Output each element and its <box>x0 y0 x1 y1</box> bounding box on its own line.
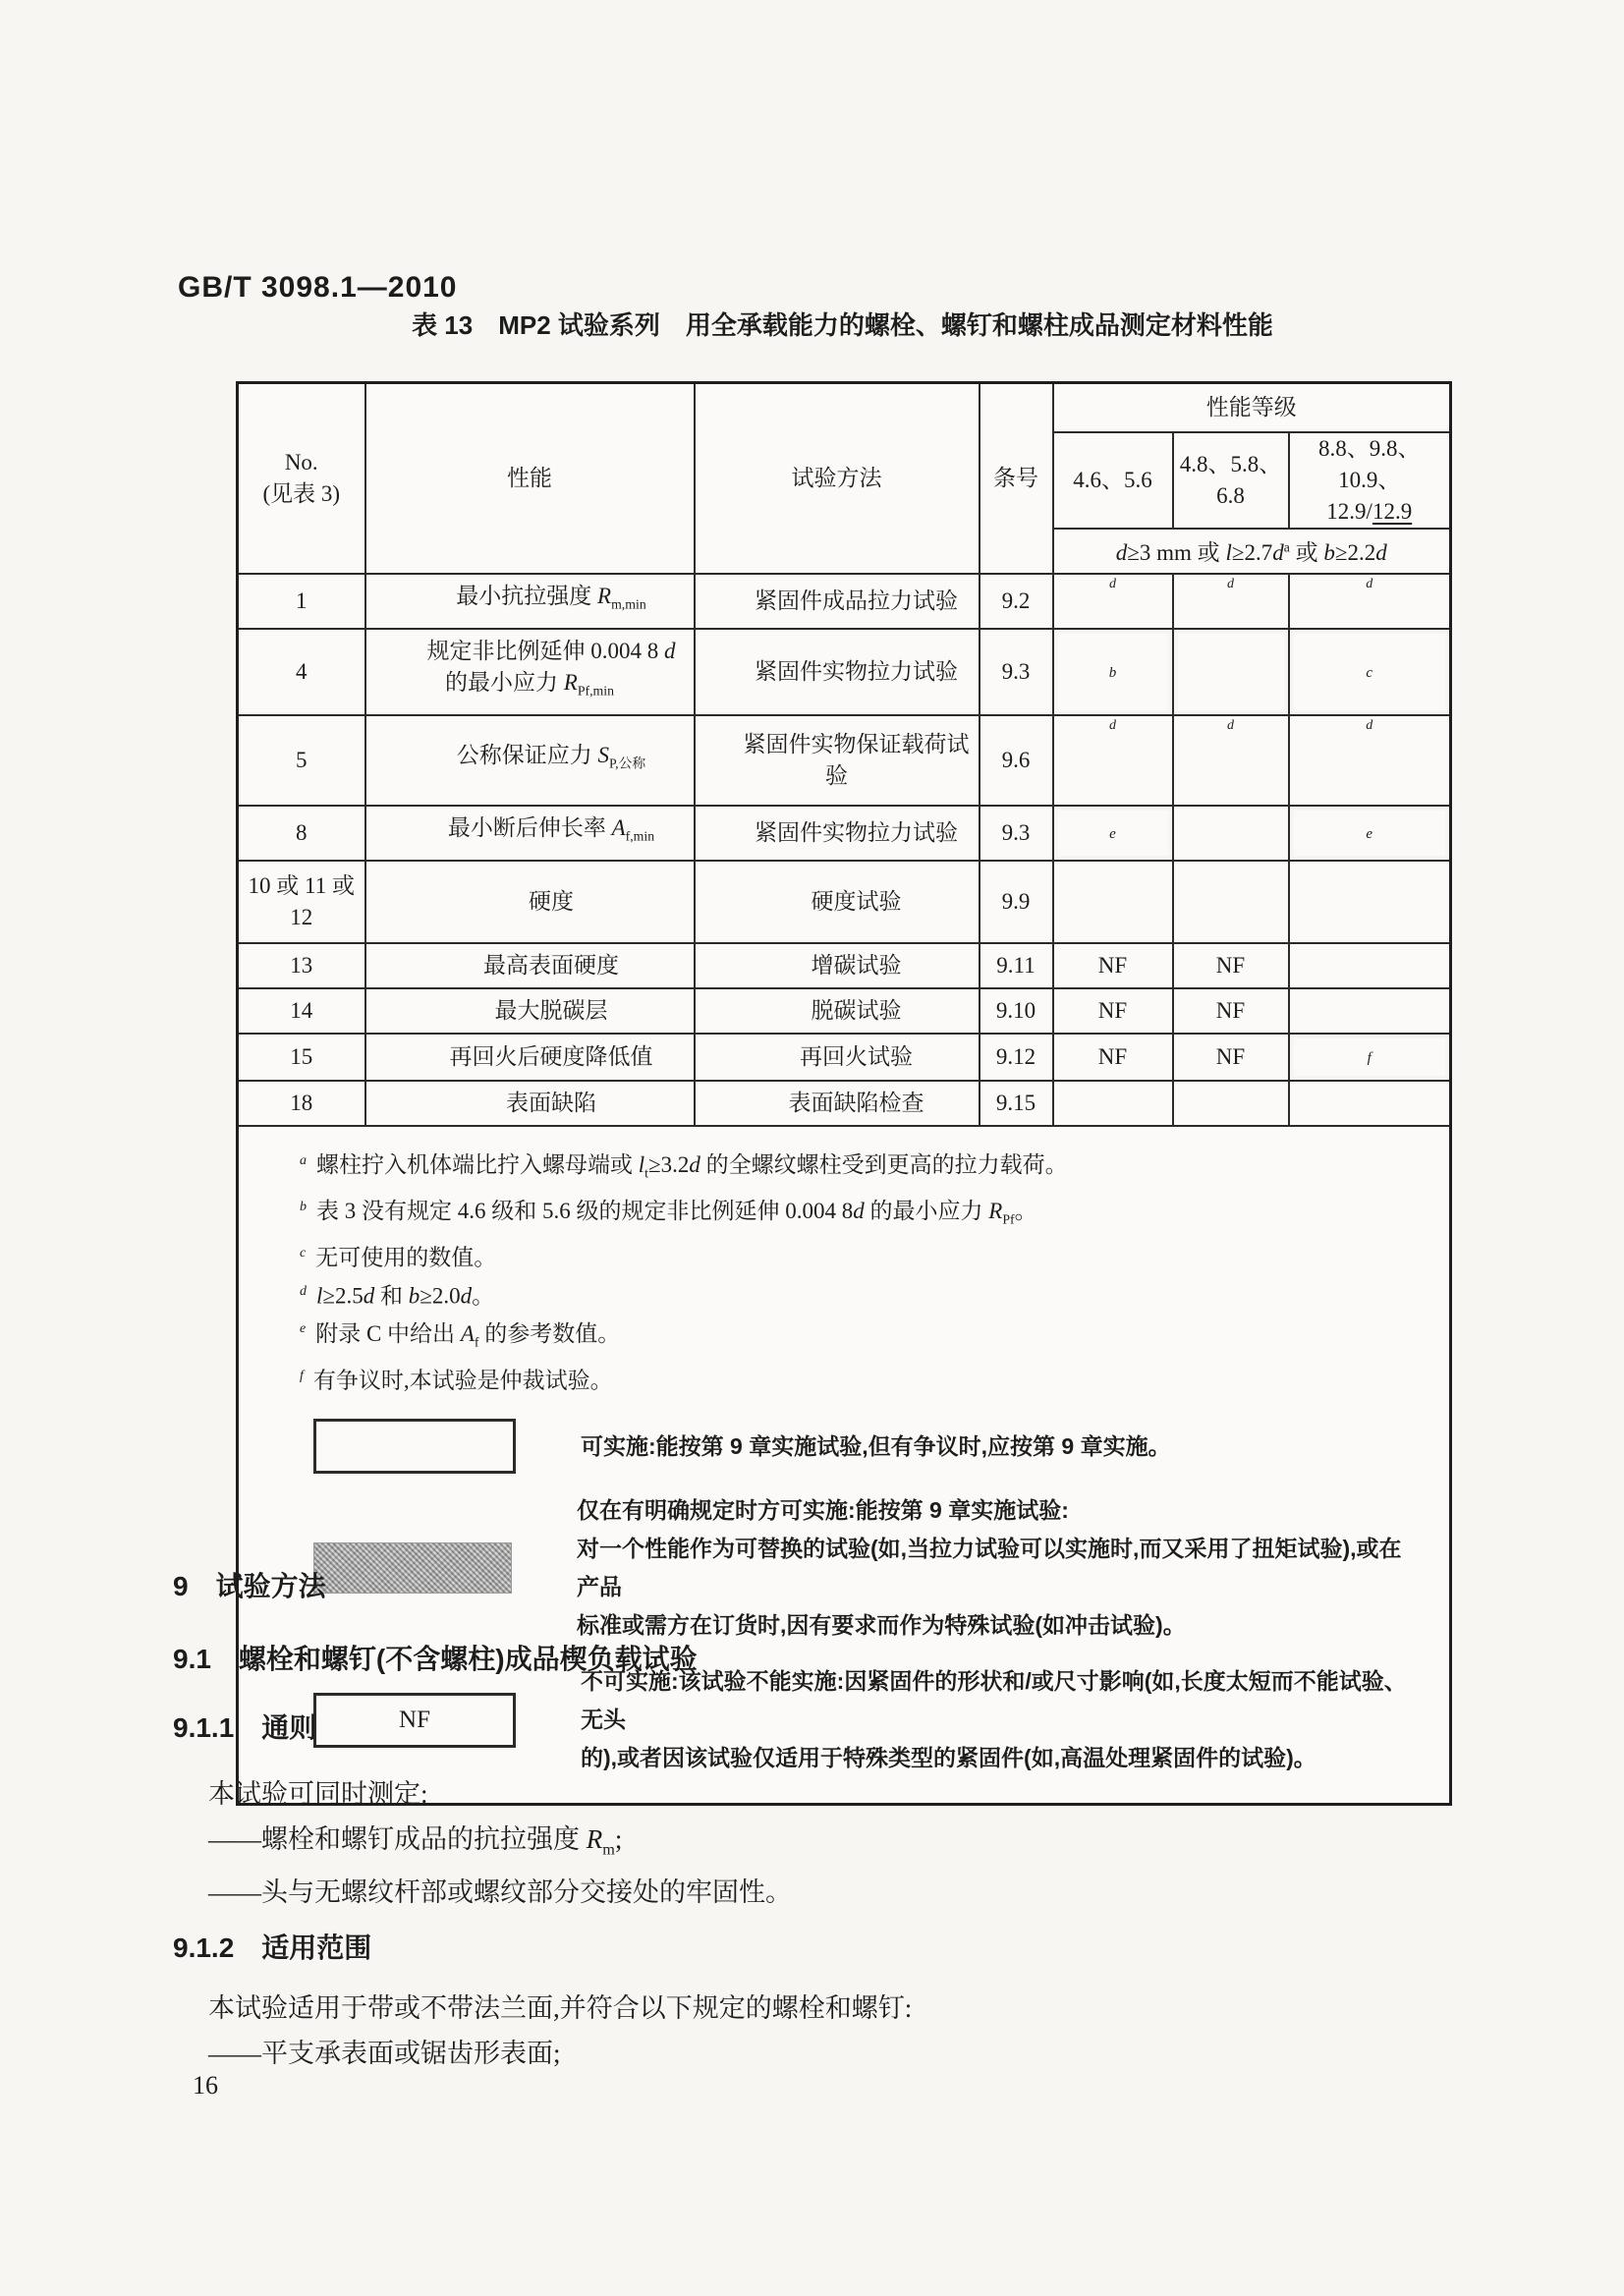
row-property: 硬度 <box>365 861 695 943</box>
row-method: 紧固件实物保证载荷试验 <box>695 715 980 806</box>
table-footnote: $^a$ 螺柱拧入机体端比拧入螺母端或 $l_t\ge 3.2d$ 的全螺纹螺柱受到更高的拉力载荷。 <box>300 1152 1068 1181</box>
grade-cell <box>1173 715 1289 806</box>
table-footnote: $^c$ 无可使用的数值。 <box>300 1245 497 1270</box>
table-row <box>238 1081 1451 1126</box>
footnote-ref: d <box>1227 717 1234 733</box>
footnote-ref: d <box>1366 717 1373 733</box>
row-clause: 9.9 <box>980 861 1053 943</box>
col-header-grade-3: 8.8、9.8、10.9、 12.9/12.9 <box>1289 432 1451 529</box>
row-clause: 9.3 <box>980 806 1053 861</box>
grade-cell <box>1289 574 1451 629</box>
footnote-ref: c <box>1366 665 1373 681</box>
grade-cell <box>1053 943 1173 988</box>
legend-text-line: 仅在有明确规定时方可实施:能按第 9 章实施试验: <box>577 1497 1069 1524</box>
grade-cell <box>1289 861 1451 943</box>
legend-row <box>284 1419 1424 1474</box>
row-property: 最小断后伸长率 $A_{f,min}$ <box>365 806 695 861</box>
col-header-method: 试验方法 <box>695 383 980 574</box>
row-method: 紧固件实物拉力试验 <box>695 806 980 861</box>
grade-cell <box>1053 806 1173 861</box>
grade-cell <box>1173 943 1289 988</box>
footnote-ref: d <box>1227 576 1234 591</box>
row-no: 4 <box>238 629 365 715</box>
row-property: 再回火后硬度降低值 <box>365 1034 695 1081</box>
heading-9: 9 试验方法 <box>173 1571 326 1601</box>
col-header-property: 性能 <box>365 383 695 574</box>
cell-value: NF <box>1215 997 1246 1023</box>
cell-value: NF <box>1215 952 1246 978</box>
grade-cell <box>1289 943 1451 988</box>
legend-text-line: 对一个性能作为可替换的试验(如,当拉力试验可以实施时,而又采用了扭矩试验),或在产品 <box>577 1536 1402 1600</box>
row-method: 硬度试验 <box>695 861 980 943</box>
table-row <box>238 861 1451 943</box>
footnote-marker: f <box>300 1368 304 1383</box>
row-clause: 9.6 <box>980 715 1053 806</box>
row-clause: 9.15 <box>980 1081 1053 1126</box>
footnote-ref: e <box>1109 826 1116 842</box>
table-row <box>238 943 1451 988</box>
list-item: ——头与无螺纹杆部或螺纹部分交接处的牢固性。 <box>208 1877 792 1908</box>
row-property: 规定非比例延伸 0.004 8 d 的最小应力 $R_{Pf,min}$ <box>365 629 695 715</box>
section-9 <box>173 1570 1480 2071</box>
footnote-marker: a <box>300 1152 307 1168</box>
row-no: 14 <box>238 988 365 1034</box>
row-no: 5 <box>238 715 365 806</box>
grade-cell <box>1173 806 1289 861</box>
row-property: 公称保证应力 $S_{P,公称}$ <box>365 715 695 806</box>
grade-cell <box>1053 715 1173 806</box>
row-clause: 9.12 <box>980 1034 1053 1081</box>
table-footnote: $^f$ 有争议时,本试验是仲裁试验。 <box>300 1368 613 1393</box>
heading-9-1: 9.1 螺栓和螺钉(不含螺柱)成品楔负载试验 <box>173 1644 698 1674</box>
row-method: 紧固件实物拉力试验 <box>695 629 980 715</box>
row-clause: 9.11 <box>980 943 1053 988</box>
row-no: 8 <box>238 806 365 861</box>
col-header-clause: 条号 <box>980 383 1053 574</box>
row-method: 再回火试验 <box>695 1034 980 1081</box>
table-row <box>238 1034 1451 1081</box>
cell-value: NF <box>1097 1043 1128 1069</box>
grade-cell <box>1173 1081 1289 1126</box>
grade-cell <box>1173 1034 1289 1081</box>
grade-cell <box>1053 574 1173 629</box>
table-title: 表 13 MP2 试验系列 用全承载能力的螺栓、螺钉和螺柱成品测定材料性能 <box>412 310 1273 340</box>
legend-text-line: 标准或需方在订货时,因有要求而作为特殊试验(如冲击试验)。 <box>577 1612 1186 1639</box>
footnote-ref: e <box>1366 826 1373 842</box>
grade-cell <box>1173 629 1289 715</box>
legend-text-line: 可实施:能按第 9 章实施试验,但有争议时,应按第 9 章实施。 <box>581 1432 1171 1459</box>
grade-cell <box>1053 1034 1173 1081</box>
grade-cell <box>1053 1081 1173 1126</box>
row-no: 1 <box>238 574 365 629</box>
footnote-marker: b <box>300 1199 307 1214</box>
grade-cell <box>1053 988 1173 1034</box>
grade-cell <box>1289 1034 1451 1081</box>
col-header-grade-2: 4.8、5.8、 6.8 <box>1173 432 1289 529</box>
row-property: 表面缺陷 <box>365 1081 695 1126</box>
list-item: ——螺栓和螺钉成品的抗拉强度 $R_m$; <box>208 1824 623 1859</box>
page-number: 16 <box>193 2071 218 2100</box>
grade-cell <box>1173 988 1289 1034</box>
table-footnote: $^b$ 表 3 没有规定 4.6 级和 5.6 级的规定非比例延伸 0.004 8d 的最小应力 $R_{Pf}$。 <box>300 1199 1037 1227</box>
table-row <box>238 629 1451 715</box>
heading-9-1-1: 9.1.1 通则 <box>173 1712 317 1743</box>
table-row <box>238 574 1451 629</box>
row-property: 最高表面硬度 <box>365 943 695 988</box>
footnote-marker: e <box>300 1321 307 1337</box>
legend-box-label: NF <box>399 1706 430 1733</box>
grade-cell <box>1289 715 1451 806</box>
legend-text-line: 不可实施:该试验不能实施:因紧固件的形状和/或尺寸影响(如,长度太短而不能试验、无头 <box>581 1668 1407 1733</box>
col-header-grade-group: 性能等级 <box>1053 383 1451 432</box>
cell-value: NF <box>1097 997 1128 1023</box>
list-item: ——平支承表面或锯齿形表面; <box>208 2039 561 2069</box>
row-clause: 9.10 <box>980 988 1053 1034</box>
row-no: 10 或 11 或 12 <box>238 861 365 943</box>
footnote-ref: d <box>1109 717 1116 733</box>
table-row <box>238 806 1451 861</box>
row-clause: 9.3 <box>980 629 1053 715</box>
row-method: 脱碳试验 <box>695 988 980 1034</box>
grade-cell <box>1053 861 1173 943</box>
cell-value: NF <box>1097 952 1128 978</box>
document-code: GB/T 3098.1—2010 <box>178 271 458 304</box>
row-no: 13 <box>238 943 365 988</box>
row-method: 紧固件成品拉力试验 <box>695 574 980 629</box>
footnote-ref: d <box>1366 576 1373 591</box>
row-clause: 9.2 <box>980 574 1053 629</box>
table-row <box>238 715 1451 806</box>
row-method: 增碳试验 <box>695 943 980 988</box>
grade-cell <box>1289 1081 1451 1126</box>
table-footnote: $^d$ l≥2.5d 和 b≥2.0d。 <box>300 1283 495 1309</box>
legend-text-line: 的),或者因该试验仅适用于特殊类型的紧固件(如,高温处理紧固件的试验)。 <box>581 1745 1316 1771</box>
paragraph-scope: 本试验适用于带或不带法兰面,并符合以下规定的螺栓和螺钉: <box>208 1993 913 2024</box>
table-row <box>238 988 1451 1034</box>
footnote-ref: f <box>1367 1050 1372 1066</box>
footnote-ref: d <box>1109 576 1116 591</box>
grade-cell <box>1289 988 1451 1034</box>
row-property: 最小抗拉强度 $R_{m,min}$ <box>365 574 695 629</box>
grade-cell <box>1173 574 1289 629</box>
row-no: 15 <box>238 1034 365 1081</box>
row-property: 最大脱碳层 <box>365 988 695 1034</box>
grade-cell <box>1289 806 1451 861</box>
cell-value: NF <box>1215 1043 1246 1069</box>
footnote-block <box>239 1127 1449 1406</box>
footnote-ref: b <box>1108 665 1117 681</box>
footnote-marker: c <box>300 1246 307 1260</box>
footnote-marker: d <box>300 1283 307 1299</box>
grade-size-condition: d≥3 mm 或 $l\ge 2.7d^a$ 或 b≥2.2d <box>1053 529 1451 574</box>
grade-cell <box>1289 629 1451 715</box>
row-method: 表面缺陷检查 <box>695 1081 980 1126</box>
legend-box-plain <box>313 1419 516 1474</box>
row-no: 18 <box>238 1081 365 1126</box>
table-footnote: $^e$ 附录 C 中给出 $A_f$ 的参考数值。 <box>300 1320 621 1350</box>
col-header-grade-1: 4.6、5.6 <box>1053 432 1173 529</box>
grade-cell <box>1173 861 1289 943</box>
heading-9-1-2: 9.1.2 适用范围 <box>173 1932 372 1964</box>
grade-cell <box>1053 629 1173 715</box>
paragraph-intro: 本试验可同时测定: <box>208 1779 428 1809</box>
col-header-no: No. (见表 3) <box>238 383 365 574</box>
